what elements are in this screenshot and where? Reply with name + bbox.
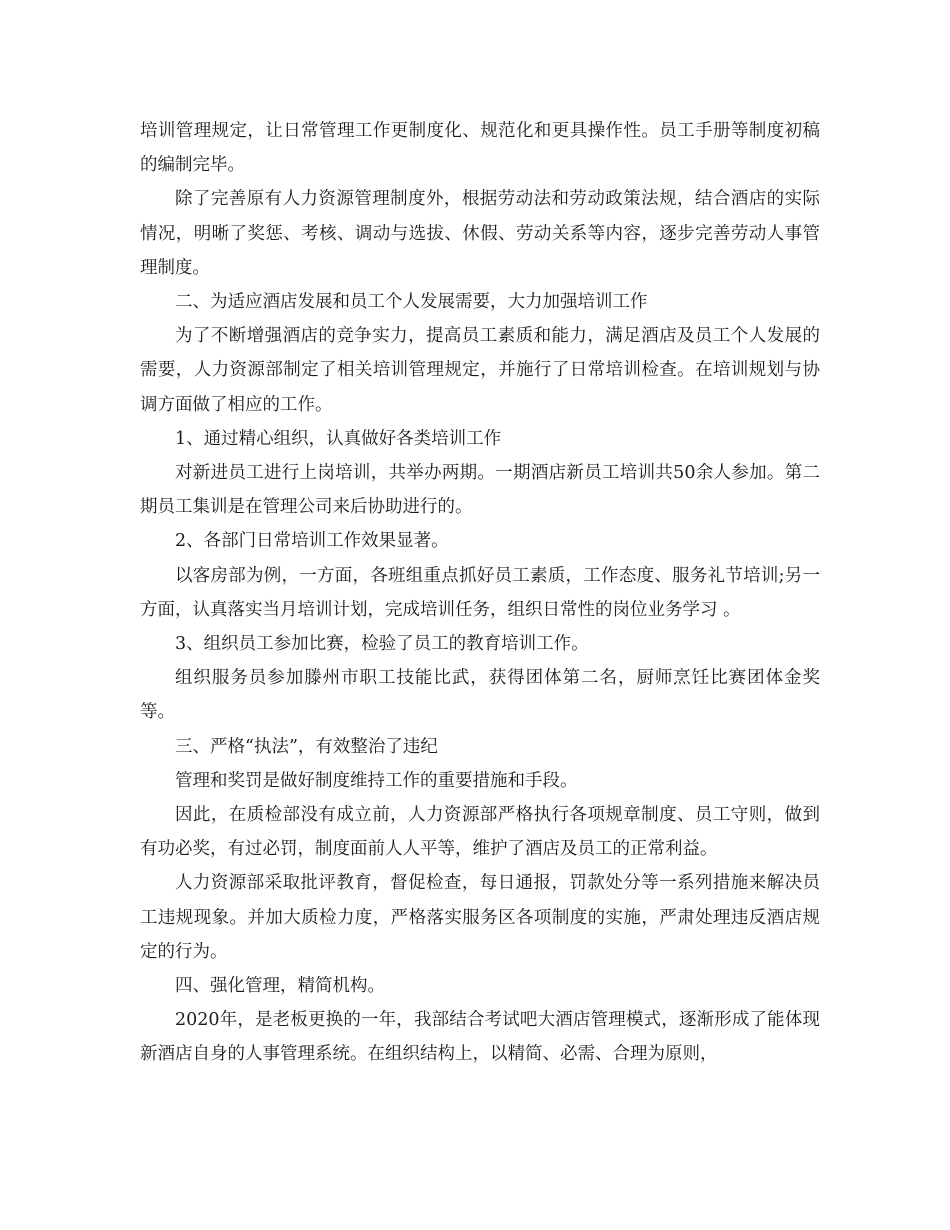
paragraph: 2020年，是老板更换的一年，我部结合考试吧大酒店管理模式，逐渐形成了能体现新酒店自身的人事管理系统。在组织结构上，以精简、必需、合理为原则，: [140, 1010, 820, 1065]
paragraph: 培训管理规定，让日常管理工作更制度化、规范化和更具操作性。员工手册等制度初稿的编制完毕。: [140, 121, 820, 176]
paragraph: 组织服务员参加滕州市职工技能比武，获得团体第二名，厨师烹饪比赛团体金奖等。: [140, 668, 820, 723]
paragraph: 为了不断增强酒店的竞争实力，提高员工素质和能力，满足酒店及员工个人发展的需要，人力资源部制定了相关培训管理规定，并施行了日常培训检查。在培训规划与协调方面做了相应的工作。: [140, 326, 820, 415]
document-body: [140, 114, 820, 1072]
section-heading: 四、强化管理，精简机构。: [175, 976, 385, 997]
paragraph: 除了完善原有人力资源管理制度外，根据劳动法和劳动政策法规，结合酒店的实际情况，明晰了奖惩、考核、调动与选拔、休假、劳动关系等内容，逐步完善劳动人事管理制度。: [140, 189, 820, 278]
section-heading: 三、严格“执法”，有效整治了违纪: [175, 736, 438, 757]
paragraph: 对新进员工进行上岗培训，共举办两期。一期酒店新员工培训共50余人参加。第二期员工集训是在管理公司来后协助进行的。: [140, 463, 820, 518]
section-heading: 二、为适应酒店发展和员工个人发展需要，大力加强培训工作: [175, 292, 648, 313]
subsection-heading: 3、组织员工参加比赛，检验了员工的教育培训工作。: [175, 634, 589, 655]
subsection-heading: 1、通过精心组织，认真做好各类培训工作: [175, 428, 502, 449]
paragraph: 管理和奖罚是做好制度维持工作的重要措施和手段。: [175, 770, 578, 791]
paragraph: 人力资源部采取批评教育，督促检查，每日通报，罚款处分等一系列措施来解决员工违规现象。并加大质检力度，严格落实服务区各项制度的实施，严肃处理违反酒店规定的行为。: [140, 873, 820, 962]
paragraph: 因此，在质检部没有成立前，人力资源部严格执行各项规章制度、员工守则，做到有功必奖，有过必罚，制度面前人人平等，维护了酒店及员工的正常利益。: [140, 805, 820, 860]
subsection-heading: 2、各部门日常培训工作效果显著。: [175, 531, 449, 552]
paragraph: 以客房部为例，一方面，各班组重点抓好员工素质，工作态度、服务礼节培训;另一方面，认真落实当月培训计划，完成培训任务，组织日常性的岗位业务学习 。: [140, 565, 820, 620]
